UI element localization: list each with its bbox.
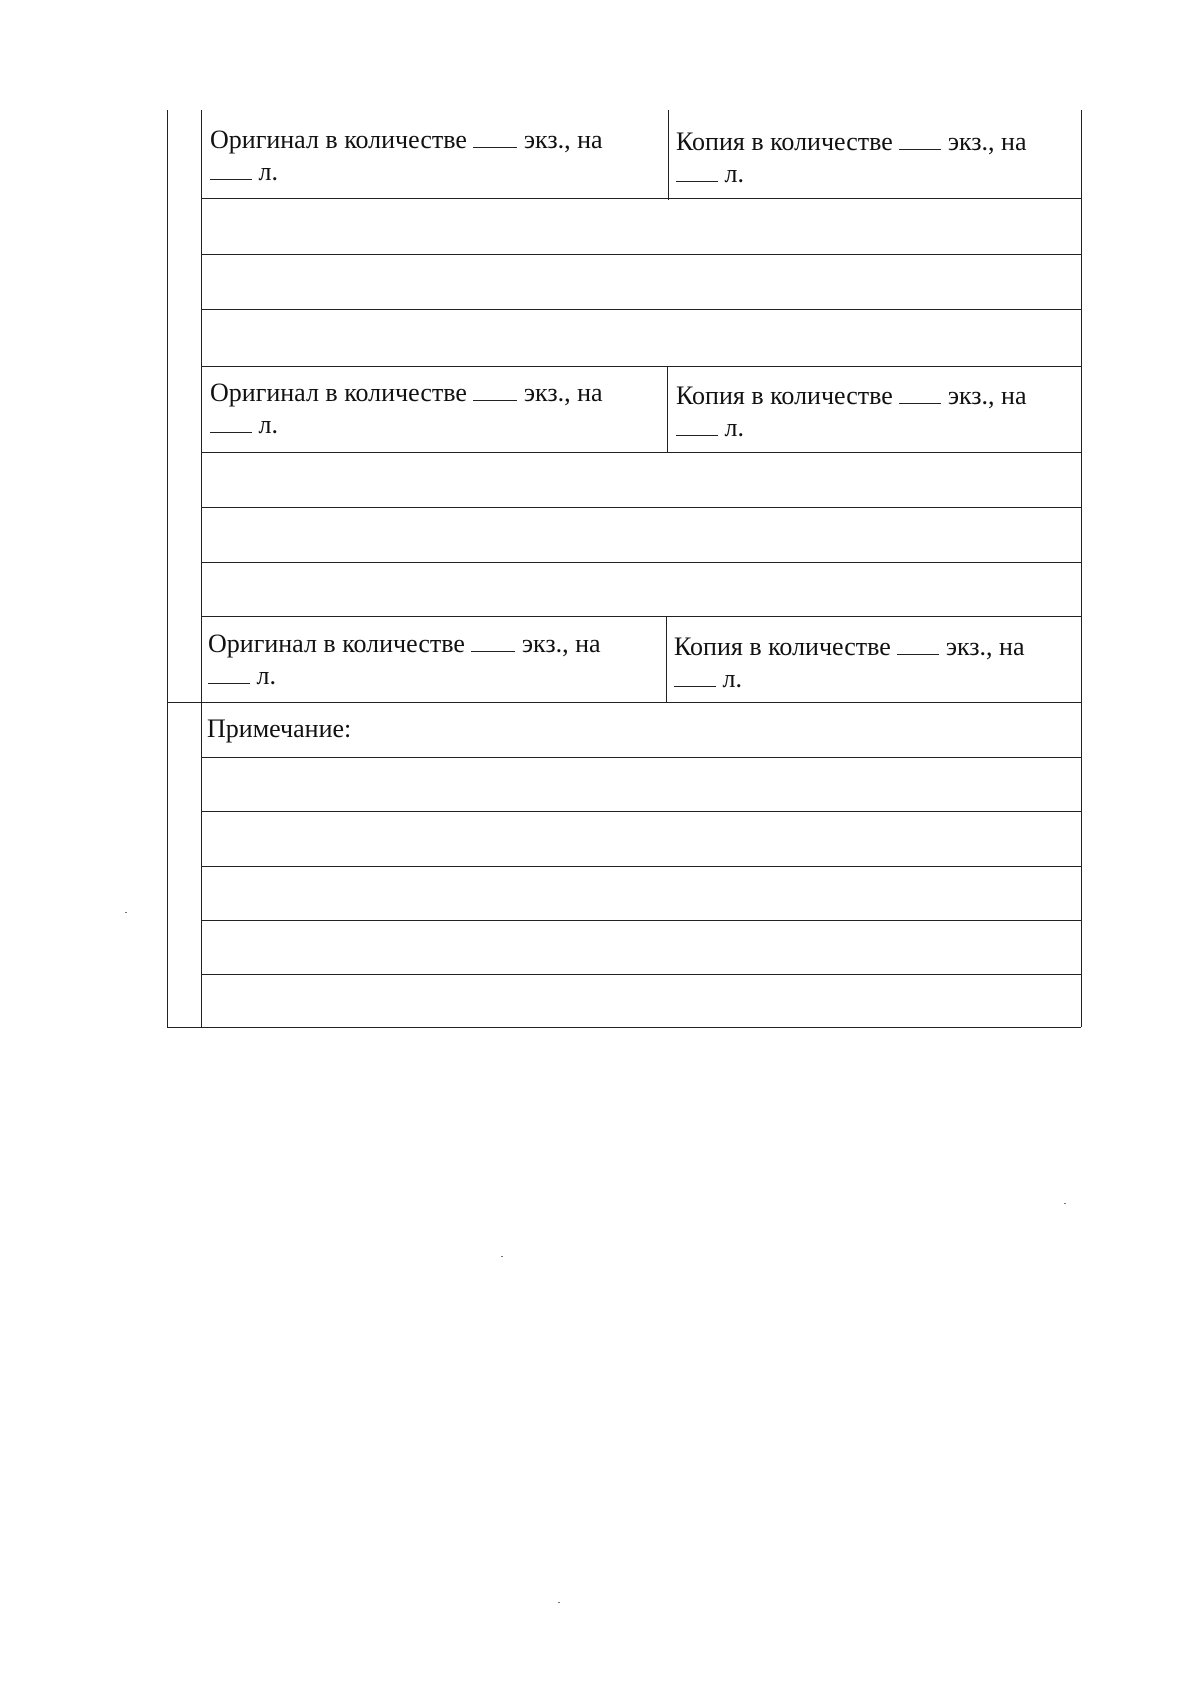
outer-left-border <box>167 110 168 1027</box>
scan-speck <box>558 1602 560 1603</box>
copies-unit: экз., на <box>945 632 1025 661</box>
copies-unit: экз., на <box>523 378 603 407</box>
column-divider-2 <box>667 366 668 452</box>
sheets-unit: л. <box>722 664 742 693</box>
copies-blank[interactable] <box>473 378 517 401</box>
note-rule <box>201 920 1081 921</box>
original-count-cell <box>208 628 601 692</box>
sheets-blank[interactable] <box>210 157 252 180</box>
sheets-unit: л. <box>258 410 278 439</box>
sheets-blank[interactable] <box>208 661 250 684</box>
copies-unit: экз., на <box>521 629 601 658</box>
copy-label: Копия в количестве <box>676 381 893 410</box>
right-border <box>1081 110 1082 1027</box>
copies-unit: экз., на <box>523 125 603 154</box>
note-rule <box>201 811 1081 812</box>
copies-blank[interactable] <box>471 629 515 652</box>
copies-blank[interactable] <box>899 381 941 404</box>
row-rule <box>201 254 1081 255</box>
copy-count-cell <box>676 126 1027 190</box>
original-count-cell <box>210 377 603 441</box>
row-rule <box>201 309 1081 310</box>
row-rule <box>201 452 1081 453</box>
scan-speck <box>501 1256 503 1257</box>
sheets-blank[interactable] <box>676 413 718 436</box>
note-rule <box>201 974 1081 975</box>
copies-unit: экз., на <box>947 127 1027 156</box>
original-label: Оригинал в количестве <box>210 125 467 154</box>
sheets-unit: л. <box>724 159 744 188</box>
sheets-blank[interactable] <box>674 664 716 687</box>
copies-blank[interactable] <box>897 632 939 655</box>
row-rule <box>201 198 1081 199</box>
row-rule <box>201 507 1081 508</box>
row-rule <box>201 366 1081 367</box>
column-divider-3 <box>666 616 667 702</box>
row-rule <box>201 562 1081 563</box>
sheets-blank[interactable] <box>210 410 252 433</box>
sheets-unit: л. <box>256 661 276 690</box>
copy-label: Копия в количестве <box>674 632 891 661</box>
inner-left-border <box>201 110 202 1027</box>
original-label: Оригинал в количестве <box>208 629 465 658</box>
original-count-cell <box>210 124 603 188</box>
sheets-unit: л. <box>258 157 278 186</box>
row-rule <box>201 616 1081 617</box>
copies-unit: экз., на <box>947 381 1027 410</box>
copy-count-cell <box>674 631 1025 695</box>
column-divider-1 <box>668 110 669 200</box>
copy-count-cell <box>676 380 1027 444</box>
bottom-border <box>167 1027 1081 1028</box>
sheets-blank[interactable] <box>676 159 718 182</box>
copies-blank[interactable] <box>899 127 941 150</box>
note-section-top-rule <box>167 702 1081 703</box>
note-rule <box>201 866 1081 867</box>
copies-blank[interactable] <box>473 125 517 148</box>
note-rule <box>201 757 1081 758</box>
copy-label: Копия в количестве <box>676 127 893 156</box>
note-label: Примечание: <box>207 714 352 743</box>
scan-speck <box>1064 1203 1066 1204</box>
original-label: Оригинал в количестве <box>210 378 467 407</box>
sheets-unit: л. <box>724 413 744 442</box>
scan-speck <box>125 912 127 913</box>
